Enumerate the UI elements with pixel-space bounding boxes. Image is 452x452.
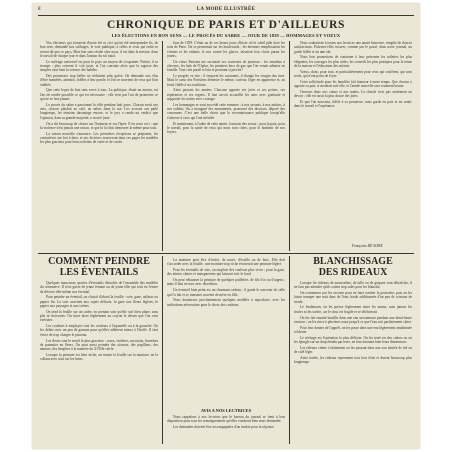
paragraph: On commence par les secouer pour en faire tomber la poussière, puis on les laisse tremper une nuit dans de l'eau froide additionnée d'un peu de cristaux de soude. bbox=[294, 291, 412, 304]
paragraph: Le progrès va vite ; il emporte les coutumes, il change les visages des rues. Mais le cœur des Parisiens demeure le même, curieux, léger en apparence et, au fond, fidèle à ses traditions. bbox=[167, 74, 285, 87]
paragraph: Lorsque les rideaux de mousseline, de tulle ou de guipure sont défraîchis, il ne faut pas attendre qu'ils soient trop sales pour les blanchir. bbox=[294, 281, 412, 290]
paragraph: Pour peindre un éventail, on choisit d'abord la feuille : soie, gaze, taffetas ou papier fin. La soie convient aux sujets délicats, la gaze aux fleurs légères, le papier aux paysages et aux scènes. bbox=[40, 295, 158, 308]
column-divider bbox=[162, 41, 163, 251]
paragraph: Le séchage est l'opération la plus délicate. On les tend sur des cadres ou on les épingle sur un drap étendu par terre, en leur donnant bien leurs dimensions. bbox=[294, 335, 412, 345]
paragraph: Pour leur donner de l'apprêt, on les passe dans une eau légèrement amidonnée et bleuie. bbox=[294, 325, 412, 334]
chronique-column-1 bbox=[40, 41, 158, 251]
column-divider bbox=[289, 256, 290, 444]
blanchissage-title-line-1: BLANCHISSAGE bbox=[313, 256, 393, 267]
paragraph: Ainsi traités, les rideaux reprennent tout leur éclat et durent beaucoup plus longtemps. bbox=[294, 355, 412, 365]
paragraph: Un vieux Parisien me racontait ses souvenirs de jeunesse : les omnibus à chevaux, les bals de l'Opéra, les premiers becs de gaz que l'on venait admirer en famille. Tout cela paraît si loin et pourtant si proche ! bbox=[167, 59, 285, 73]
paragraph: Le suffrage universel est pour le pays un moyen de s'exprimer. Parfois il se trompe ; plus souvent il voit juste, et l'on constate alors que la sagesse des simples vaut bien la science des habiles. bbox=[40, 59, 158, 73]
chronique-signature: Françoise DE SOISY. bbox=[352, 244, 384, 248]
section-rule bbox=[38, 253, 414, 254]
paragraph: Les rideaux crème s'obtiennent en les passant dans une eau teintée de thé ou de café léger. bbox=[294, 345, 412, 355]
paragraph: Ainsi passent les années. Chacune apporte ses joies et ses peines, ses espérances et ses regrets. Il faut savoir accueillir les unes avec gratitude et supporter les autres avec courage. bbox=[167, 88, 285, 102]
paragraph: Nous leur promettons de continuer à leur présenter les toilettes les plus élégantes, les ouvrages les plus utiles, les conseils les plus pratiques pour la tenue de la maison et l'éducation des enfants. bbox=[294, 55, 412, 68]
chronique-title: CHRONIQUE DE PARIS ET D'AILLEURS bbox=[107, 19, 345, 31]
eventails-title-line-2: LES ÉVENTAILS bbox=[59, 267, 139, 278]
blanchissage-column bbox=[294, 281, 412, 443]
paragraph: Nous rappelons à nos lectrices que le bureau du journal se tient à leur disposition pour tous les renseignements qu'elles voudront bien nous demander. bbox=[167, 415, 285, 424]
chronique-column-2 bbox=[167, 41, 285, 251]
paragraph: On a dit beaucoup de choses sur l'honneur et sur l'épée. Il en reste ceci : que la violence n'est jamais une raison, et que la loi doit demeurer la même pour tous. bbox=[40, 121, 158, 130]
paragraph: On peut rehausser la peinture de quelques paillettes, de fils d'or ou d'argent ; mais il faut en user avec discrétion. bbox=[167, 278, 285, 287]
paragraph: Les demandes doivent être accompagnées d'un timbre pour la réponse. bbox=[173, 425, 275, 430]
eventails-column-1 bbox=[40, 281, 158, 443]
running-header bbox=[38, 7, 414, 15]
paragraph: Ouvrons donc nos cœurs et nos mains. La charité n'est pas seulement un devoir ; elle est aussi la plus douce des joies. bbox=[294, 89, 412, 99]
column-divider bbox=[162, 256, 163, 444]
paragraph: La saison nouvelle s'annonce. Les premières réceptions se préparent, les couturières ont fort à faire, et nos lectrices trouveront dans ces pages les modèles les plus gracieux pour leurs toilettes de visite et de soirée. bbox=[40, 131, 158, 145]
paragraph: Et que l'an nouveau, fidèle à sa promesse, nous garde en paix et en santé, dans le travail et l'espérance. bbox=[294, 100, 412, 109]
paragraph: Les hommages se sont succédé cette semaine : à nos savants, à nos artistes, à nos soldats. On a inauguré des monuments, prononcé des discours, déposé des couronnes. C'est une belle chose que la reconnaissance publique lorsqu'elle s'adresse à ceux qui l'ont méritée. bbox=[167, 102, 285, 120]
chronique-subtitle: LES ÉLECTIONS EN BON SENS — LE PROCÈS DU SABRE — JOUR DE 1839 — HOMMAGES ET VOEUX bbox=[111, 33, 341, 38]
blanchissage-title bbox=[294, 256, 412, 278]
chronique-column-3 bbox=[294, 41, 412, 245]
paragraph: Lorsque la peinture est bien sèche, on monte la feuille sur la monture, en la collant avec soin sur les brins. bbox=[40, 352, 158, 362]
paragraph: Les couleurs à employer sont les couleurs à l'aquarelle ou à la gouache. On les délaie avec un peu de gomme pour qu'elles adhèrent mieux à l'étoffe. Il faut éviter de trop charger le pinceau. bbox=[40, 324, 158, 337]
avis-text bbox=[167, 415, 285, 443]
paragraph: Jour de 1839. C'était un de ces beaux jours d'hiver où le soleil pâle dore les toits de Paris. On se promenait sur les boulevards ; les étrennes remplissaient les vitrines et les enfants, le nez contre les glaces, faisaient leur choix parmi les jouets. bbox=[167, 41, 285, 58]
paragraph: Le procès du sabre a passionné la ville pendant huit jours. Chacun avait son avis, chacun plaidait au café, au salon, dans la rue. Les avocats ont parlé longtemps, les témoins davantage encore, et le jury a rendu un verdict que l'opinion, dans sa grande majorité, a trouvé juste. bbox=[40, 102, 158, 120]
page-number: 8 bbox=[38, 7, 41, 12]
header-rule bbox=[38, 15, 414, 16]
paragraph: Les fleurs sont le motif le plus gracieux : roses, violettes, myosotis, branches de pommier en fleurs. On peut aussi peindre des oiseaux, des papillons, des amours, des bergères à la manière du XVIIIe siècle. bbox=[40, 338, 158, 352]
paragraph: Pour les éventails de soie, on emploie des couleurs plus vives ; pour la gaze, des teintes claires et transparentes qui laissent voir le fond. bbox=[167, 268, 285, 277]
paragraph: On les fait ensuite bouillir dans une eau savonneuse pendant une demi-heure environ ; on les rince à plusieurs eaux jusqu'à ce que l'eau soit parfaitement claire. bbox=[294, 315, 412, 324]
eventails-column-2 bbox=[167, 258, 285, 406]
paragraph: On tend la feuille sur un cadre, en prenant soin qu'elle soit bien plane, sans plis ni froissures. On trace alors légèrement au crayon le dessin que l'on veut exécuter. bbox=[40, 309, 158, 323]
eventails-title bbox=[40, 256, 158, 278]
paragraph: Cette sollicitude pour les humbles fait honneur à notre temps. Que chacun y apporte sa part, si modeste soit-elle, et l'année nouvelle sera vraiment bonne. bbox=[294, 79, 412, 89]
paragraph: Et maintenant, à l'aube de cette année, formons des voeux : pour la paix, pour le travail, pour la santé de ceux qui nous sont chers, pour le bonheur de nos foyers. bbox=[167, 121, 285, 135]
paragraph: Un éventail bien peint est un charmant cadeau : il garde le souvenir de celle qui l'a fait et se transmet souvent de mère en fille. bbox=[167, 288, 285, 297]
paragraph: Nous souhaitons à toutes nos lectrices une année heureuse, remplie de douces satisfactions. Puissent-elles trouver, comme par le passé, dans notre journal, un guide fidèle et un ami sûr. bbox=[294, 41, 412, 54]
avis-title: AVIS A NOS LECTRICES bbox=[200, 408, 252, 413]
paragraph: Nous donnerons prochainement quelques modèles à reproduire, avec les indications nécessaires pour le choix des couleurs. bbox=[167, 298, 285, 307]
paragraph: Des promesses trop belles ne séduisent plus guère. On demande aux élus d'être honnêtes, attentifs, fidèles à leur parole, et l'on se souvient de ceux qui l'ont oubliée. bbox=[40, 74, 158, 87]
paragraph: Quelques mauvaises sportes d'éventails détachés de l'ensemble des modèles du commerce. Il n'est guère de jeune femme ou de jeune fille qui n'ait eu l'envie de décorer elle-même son éventail. bbox=[40, 281, 158, 294]
paragraph: Nos électeurs qui n'avaient d'avoir été ni ceci qu'ont été entreprendre ils, de bon sens, demandé nos suffrages, le vote publique, à celles et ceux qui enfin se seront dit que ce pays, Mon bon sens réside chez nous, il est dans la mesure, dans le travail de chaque jour et dans l'amour du sol natal. bbox=[40, 41, 158, 58]
paragraph: Le lendemain, on les presse légèrement entre les mains, sans jamais les frotter ni les tordre, car le tissu est fragile et se déchirerait. bbox=[294, 305, 412, 314]
paragraph: La monture peut être d'ivoire, de nacre, d'écaille ou de bois. Elle doit s'accorder avec la feuille ; une monture trop riche écraserait une peinture légère. bbox=[167, 258, 285, 267]
paragraph: Que cette leçon de bon sens serve à tous. La politique, disait un ancien, est l'art de rendre possible ce qui est nécessaire ; elle n'est pas l'art de promettre ce qui ne se fera jamais. bbox=[40, 88, 158, 102]
magazine-page bbox=[32, 3, 420, 449]
blanchissage-title-line-2: DES RIDEAUX bbox=[318, 267, 388, 278]
paragraph: Voeux, donc, pour tous, et particulièrement pour ceux qui souffrent, qui sont seuls, qui n'ont point de foyer. bbox=[294, 69, 412, 79]
magazine-name: LA MODE ILLUSTRÉE bbox=[196, 7, 256, 12]
column-divider bbox=[289, 41, 290, 251]
eventails-title-line-1: COMMENT PEINDRE bbox=[48, 256, 150, 267]
